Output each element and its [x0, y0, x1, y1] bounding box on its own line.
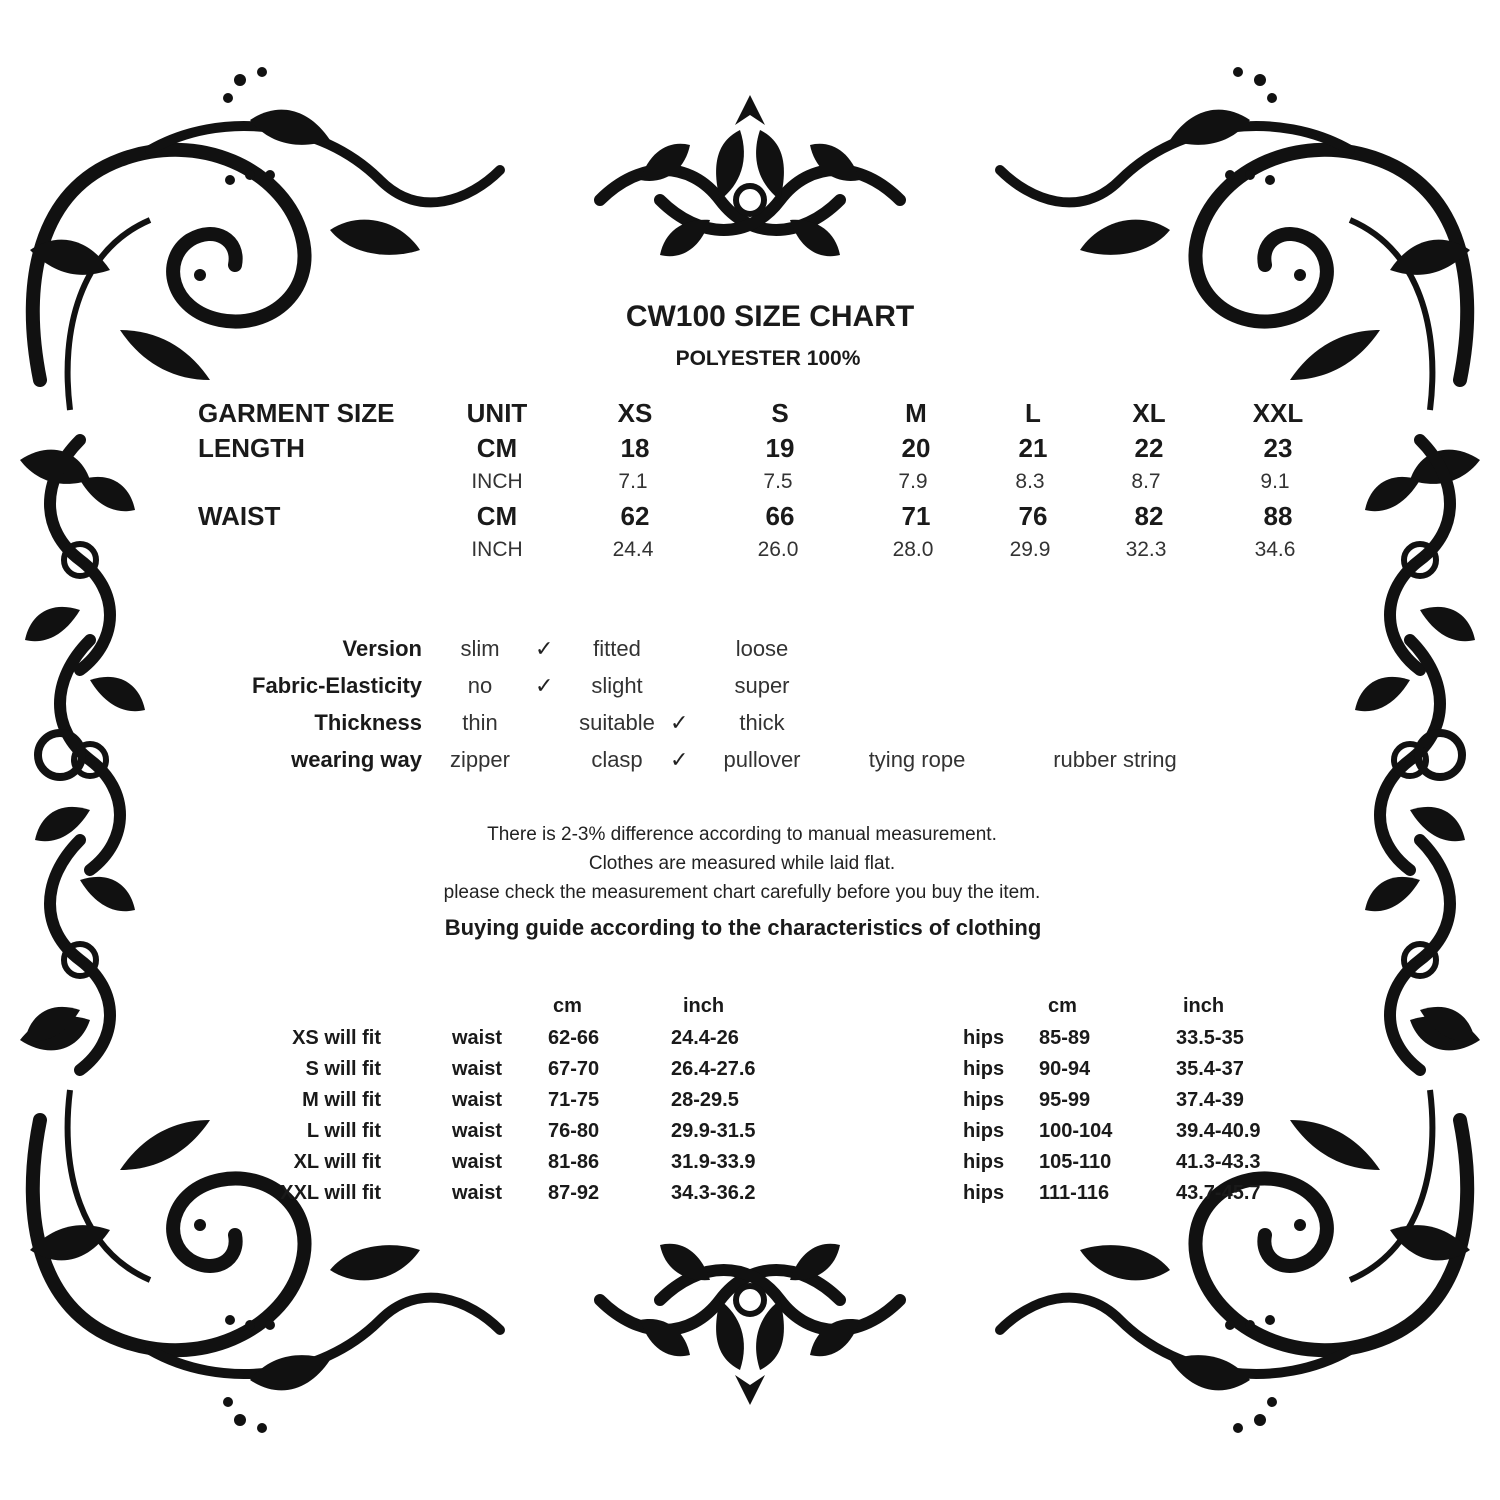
- guide-row-label-xs: XS will fit: [292, 1027, 381, 1049]
- guide-hips-label: hips: [963, 1089, 1005, 1111]
- guide-waist-inch-xxl: 34.3-36.2: [671, 1182, 756, 1204]
- length-inch-s: 7.5: [763, 470, 793, 493]
- guide-waist-cm-m: 71-75: [548, 1089, 600, 1111]
- size-header-xs: XS: [617, 398, 653, 428]
- waist-inch-xl: 32.3: [1125, 538, 1167, 561]
- elasticity-option-super: super: [734, 673, 790, 698]
- wearing-option-tying-rope: tying rope: [868, 747, 966, 772]
- guide-waist-inch-xl: 31.9-33.9: [671, 1151, 756, 1173]
- guide-hips-cm-xl: 105-110: [1039, 1151, 1112, 1173]
- note-check-chart: please check the measurement chart carefully before you buy the item.: [443, 882, 1041, 903]
- size-header-m: M: [905, 398, 927, 428]
- length-inch-xs: 7.1: [618, 470, 648, 493]
- guide-waist-label: waist: [452, 1058, 503, 1080]
- guide-hips-cm-s: 90-94: [1039, 1058, 1091, 1080]
- guide-waist-label: waist: [452, 1027, 503, 1049]
- guide-waist-label: waist: [452, 1120, 503, 1142]
- waist-cm-s: 66: [765, 501, 795, 531]
- guide-waist-inch-s: 26.4-27.6: [671, 1058, 756, 1080]
- thickness-option-thin: thin: [462, 710, 498, 735]
- thickness-option-thick: thick: [739, 710, 785, 735]
- check-icon: ✓: [670, 747, 689, 772]
- wearing-option-zipper: zipper: [450, 747, 510, 772]
- check-icon: ✓: [670, 710, 689, 735]
- guide-waist-cm-xxl: 87-92: [548, 1182, 600, 1204]
- length-cm-unit: CM: [476, 433, 518, 463]
- guide-waist-cm-s: 67-70: [548, 1058, 600, 1080]
- wearing-option-clasp: clasp: [591, 747, 643, 772]
- elasticity-option-no: no: [467, 673, 493, 698]
- length-cm-m: 20: [901, 433, 931, 463]
- version-option-fitted: fitted: [593, 636, 641, 661]
- version-label: Version: [342, 636, 422, 661]
- guide-hips-label: hips: [963, 1120, 1005, 1142]
- fabric-elasticity-label: Fabric-Elasticity: [252, 673, 422, 698]
- guide-waist-cm-xs: 62-66: [548, 1027, 600, 1049]
- version-option-slim: slim: [460, 636, 500, 661]
- guide-hips-label: hips: [963, 1058, 1005, 1080]
- guide-row-label-xxl: XXL will fit: [280, 1182, 381, 1204]
- elasticity-option-slight: slight: [591, 673, 643, 698]
- waist-inch-s: 26.0: [757, 538, 799, 561]
- waist-cm-xs: 62: [620, 501, 650, 531]
- length-cm-xs: 18: [620, 433, 650, 463]
- guide-hips-inch-s: 35.4-37: [1176, 1058, 1244, 1080]
- unit-header: UNIT: [466, 398, 528, 428]
- guide-waist-cm-l: 76-80: [548, 1120, 600, 1142]
- guide-hips-cm-xxl: 111-116: [1039, 1182, 1110, 1204]
- waist-cm-xxl: 88: [1263, 501, 1293, 531]
- guide-hips-inch-xxl: 43.7-45.7: [1176, 1182, 1261, 1204]
- length-inch-unit: INCH: [471, 470, 523, 493]
- guide-waist-label: waist: [452, 1182, 503, 1204]
- guide-waist-cm-xl: 81-86: [548, 1151, 600, 1173]
- waist-cm-unit: CM: [476, 501, 518, 531]
- guide-hips-label: hips: [963, 1151, 1005, 1173]
- size-header-l: L: [1025, 398, 1041, 428]
- waist-cm-m: 71: [901, 501, 931, 531]
- note-measurement-difference: There is 2-3% difference according to manual measurement.: [487, 824, 997, 845]
- guide-inch-header: inch: [683, 995, 725, 1017]
- guide-hips-label: hips: [963, 1027, 1005, 1049]
- wearing-option-pullover: pullover: [723, 747, 801, 772]
- length-inch-l: 8.3: [1015, 470, 1045, 493]
- garment-size-label: GARMENT SIZE: [198, 398, 395, 428]
- guide-hips-inch-xl: 41.3-43.3: [1176, 1151, 1261, 1173]
- waist-inch-unit: INCH: [471, 538, 523, 561]
- wearing-way-label: wearing way: [291, 747, 422, 772]
- length-inch-m: 7.9: [898, 470, 928, 493]
- guide-hips-cm-xs: 85-89: [1039, 1027, 1091, 1049]
- waist-cm-l: 76: [1018, 501, 1048, 531]
- page-subtitle: POLYESTER 100%: [675, 347, 861, 370]
- size-header-xxl: XXL: [1252, 398, 1304, 428]
- length-cm-s: 19: [765, 433, 795, 463]
- waist-inch-xs: 24.4: [612, 538, 654, 561]
- guide-hips-cm-header: cm: [1048, 995, 1077, 1017]
- length-cm-xxl: 23: [1263, 433, 1293, 463]
- waist-inch-m: 28.0: [892, 538, 934, 561]
- guide-hips-cm-l: 100-104: [1039, 1120, 1113, 1142]
- guide-waist-inch-m: 28-29.5: [671, 1089, 739, 1111]
- length-cm-xl: 22: [1134, 433, 1164, 463]
- check-icon: ✓: [535, 673, 554, 698]
- waist-label: WAIST: [198, 501, 281, 531]
- guide-hips-cm-m: 95-99: [1039, 1089, 1091, 1111]
- page-title: CW100 SIZE CHART: [625, 300, 915, 333]
- guide-hips-inch-m: 37.4-39: [1176, 1089, 1244, 1111]
- waist-inch-xxl: 34.6: [1254, 538, 1296, 561]
- guide-row-label-xl: XL will fit: [293, 1151, 381, 1173]
- guide-hips-inch-header: inch: [1183, 995, 1225, 1017]
- length-cm-l: 21: [1018, 433, 1048, 463]
- guide-row-label-l: L will fit: [306, 1120, 381, 1142]
- thickness-option-suitable: suitable: [579, 710, 655, 735]
- guide-waist-label: waist: [452, 1089, 503, 1111]
- version-option-loose: loose: [735, 636, 789, 661]
- size-header-s: S: [771, 398, 789, 428]
- guide-waist-label: waist: [452, 1151, 503, 1173]
- wearing-option-rubber-string: rubber string: [1053, 747, 1177, 772]
- waist-inch-l: 29.9: [1009, 538, 1051, 561]
- guide-row-label-m: M will fit: [302, 1089, 381, 1111]
- guide-row-label-s: S will fit: [305, 1058, 381, 1080]
- guide-hips-inch-xs: 33.5-35: [1176, 1027, 1244, 1049]
- size-header-xl: XL: [1132, 398, 1166, 428]
- length-label: LENGTH: [198, 433, 305, 463]
- buying-guide-title: Buying guide according to the characteristics of clothing: [444, 915, 1042, 940]
- guide-waist-inch-l: 29.9-31.5: [671, 1120, 756, 1142]
- thickness-label: Thickness: [314, 710, 422, 735]
- length-inch-xl: 8.7: [1131, 470, 1161, 493]
- guide-waist-inch-xs: 24.4-26: [671, 1027, 739, 1049]
- guide-hips-inch-l: 39.4-40.9: [1176, 1120, 1261, 1142]
- waist-cm-xl: 82: [1134, 501, 1164, 531]
- guide-cm-header: cm: [553, 995, 582, 1017]
- guide-hips-label: hips: [963, 1182, 1005, 1204]
- check-icon: ✓: [535, 636, 554, 661]
- note-laid-flat: Clothes are measured while laid flat.: [588, 853, 896, 874]
- length-inch-xxl: 9.1: [1260, 470, 1290, 493]
